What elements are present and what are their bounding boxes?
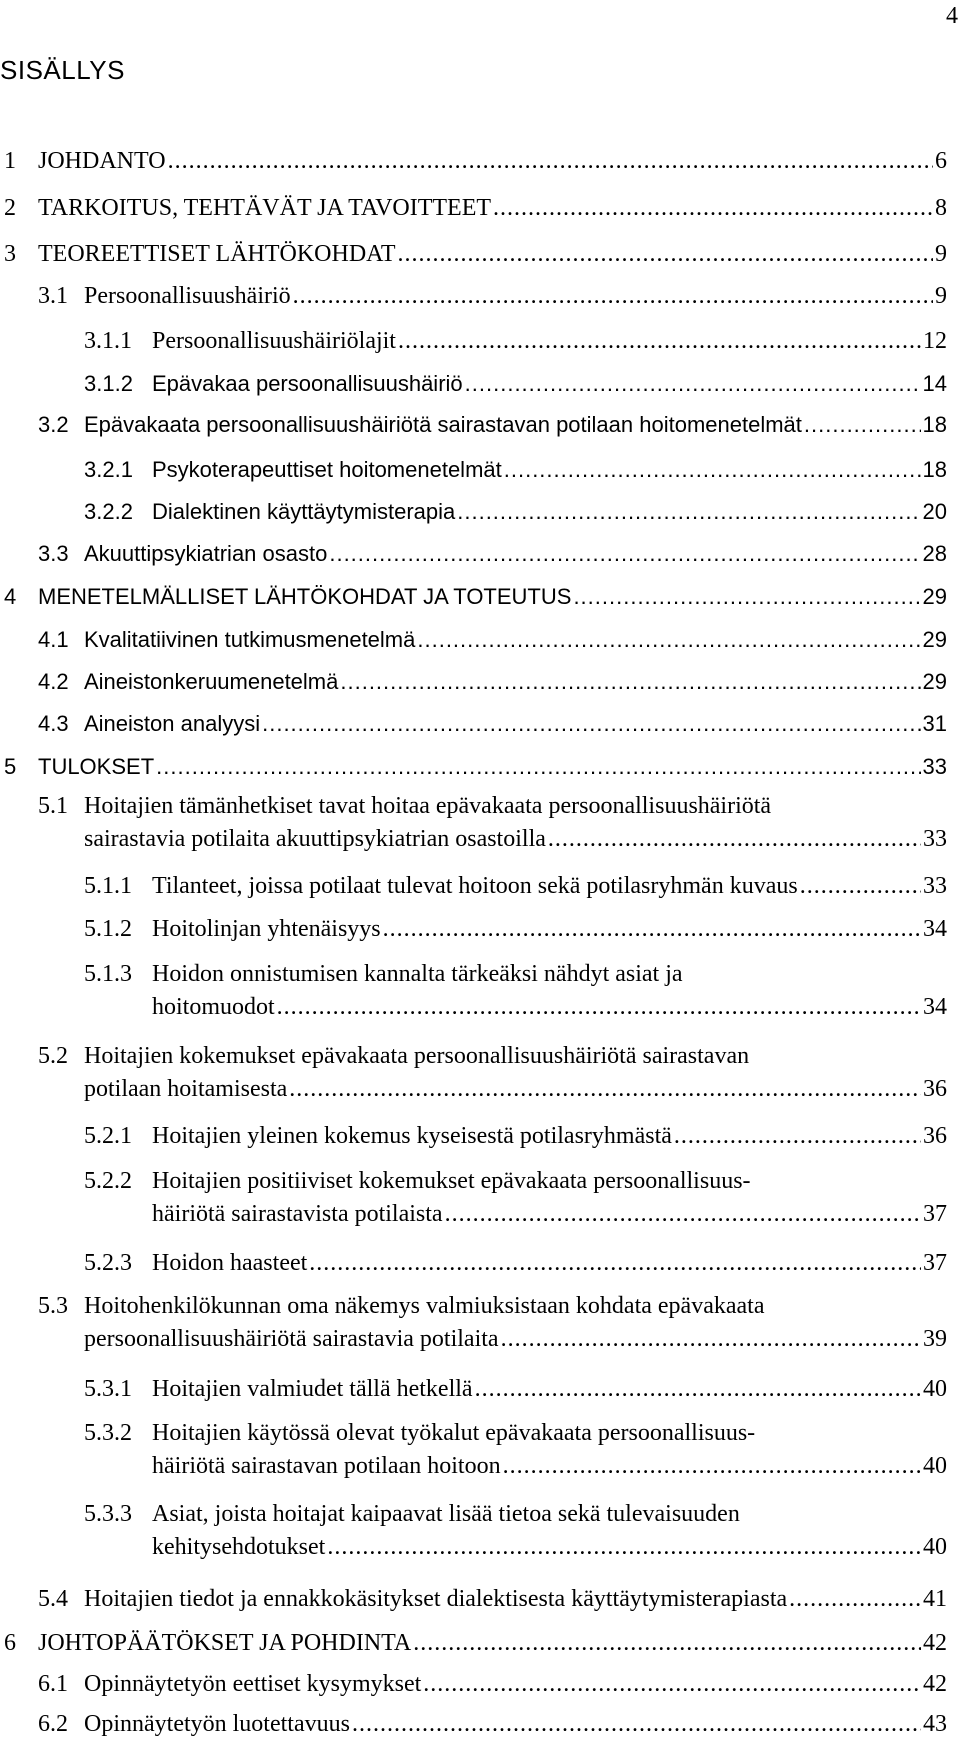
toc-entry-number: 5.2 bbox=[38, 1043, 68, 1069]
toc-entry-page: 36 bbox=[923, 1123, 947, 1149]
dot-leader bbox=[674, 1120, 921, 1153]
toc-entry-page: 9 bbox=[935, 283, 947, 309]
toc-entry-title-line: Hoitohenkilökunnan oma näkemys valmiuksistaan kohdata epävakaata bbox=[84, 1293, 765, 1319]
toc-entry-body bbox=[152, 1417, 947, 1483]
toc-entry-page: 41 bbox=[923, 1586, 947, 1612]
dot-leader bbox=[804, 408, 921, 441]
toc-entry-body bbox=[152, 1373, 947, 1406]
dot-leader bbox=[277, 991, 921, 1024]
toc-entry-number: 5.1.1 bbox=[84, 873, 132, 899]
toc-entry-page: 34 bbox=[923, 994, 947, 1020]
toc-entry-body bbox=[84, 1290, 947, 1356]
toc-entry-title: Hoitajien yleinen kokemus kyseisestä potilasryhmästä bbox=[152, 1123, 672, 1149]
toc-entry-body bbox=[152, 1165, 947, 1231]
toc-entry-title: TEOREETTISET LÄHTÖKOHDAT bbox=[38, 241, 396, 267]
toc-entry-page: 28 bbox=[922, 541, 947, 566]
toc-entry-page: 31 bbox=[922, 711, 947, 736]
toc-entry-page: 9 bbox=[935, 241, 947, 267]
toc-entry-body bbox=[84, 1708, 947, 1741]
toc-entry-title: sairastavia potilaita akuuttipsykiatrian osastoilla bbox=[84, 826, 546, 852]
dot-leader bbox=[475, 1373, 921, 1406]
toc-entry-title-line: Asiat, joista hoitajat kaipaavat lisää tietoa sekä tulevaisuuden bbox=[152, 1501, 740, 1527]
toc-entry-page: 42 bbox=[923, 1671, 947, 1697]
toc-entry-page: 18 bbox=[922, 412, 947, 437]
dot-leader bbox=[504, 453, 921, 486]
toc-entry-number: 3.1.2 bbox=[84, 371, 133, 396]
toc-entry-title: hoitomuodot bbox=[152, 994, 275, 1020]
toc-entry-number: 5.3 bbox=[38, 1293, 68, 1319]
toc-entry-body bbox=[38, 580, 947, 613]
toc-entry-body bbox=[84, 1668, 947, 1701]
toc-entry-page: 40 bbox=[923, 1534, 947, 1560]
dot-leader bbox=[413, 1627, 921, 1660]
toc-entry-number: 6 bbox=[4, 1630, 16, 1656]
dot-leader bbox=[340, 665, 920, 698]
toc-entry-body bbox=[38, 238, 947, 271]
toc-entry-page: 40 bbox=[923, 1376, 947, 1402]
toc-entry-body bbox=[84, 707, 947, 740]
toc-entry-page: 42 bbox=[923, 1630, 947, 1656]
toc-entry-body bbox=[84, 1040, 947, 1106]
toc-entry-title: Psykoterapeuttiset hoitomenetelmät bbox=[152, 457, 502, 482]
dot-leader bbox=[423, 1668, 921, 1701]
toc-entry-number: 5.1.3 bbox=[84, 961, 132, 987]
toc-entry-number: 5.2.3 bbox=[84, 1250, 132, 1276]
dot-leader bbox=[548, 823, 921, 856]
toc-entry-body bbox=[152, 367, 947, 400]
toc-entry-title: potilaan hoitamisesta bbox=[84, 1076, 288, 1102]
toc-entry-number: 4.2 bbox=[38, 669, 69, 694]
toc-entry-title: Persoonallisuushäiriölajit bbox=[152, 328, 396, 354]
toc-entry-body bbox=[152, 325, 947, 358]
toc-entry-page: 8 bbox=[935, 195, 947, 221]
toc-entry-page: 33 bbox=[923, 873, 947, 899]
toc-entry-title: häiriötä sairastavista potilaista bbox=[152, 1201, 443, 1227]
dot-leader bbox=[383, 913, 921, 946]
dot-leader bbox=[503, 1450, 921, 1483]
toc-entry-body bbox=[38, 192, 947, 225]
toc-entry-page: 18 bbox=[922, 457, 947, 482]
toc-entry-page: 29 bbox=[922, 627, 947, 652]
toc-entry-title: JOHDANTO bbox=[38, 148, 166, 174]
toc-entry-number: 5 bbox=[4, 754, 17, 779]
dot-leader bbox=[573, 580, 920, 613]
toc-entry-number: 5.2.1 bbox=[84, 1123, 132, 1149]
dot-leader bbox=[789, 1583, 921, 1616]
toc-entry-title: häiriötä sairastavan potilaan hoitoon bbox=[152, 1453, 501, 1479]
toc-entry-page: 33 bbox=[923, 826, 947, 852]
dot-leader bbox=[465, 367, 921, 400]
toc-entry-number: 6.2 bbox=[38, 1711, 68, 1737]
toc-entry-body bbox=[84, 665, 947, 698]
toc-entry-title: JOHTOPÄÄTÖKSET JA POHDINTA bbox=[38, 1630, 412, 1656]
toc-entry-title: Epävakaata persoonallisuushäiriötä sairastavan potilaan hoitomenetelmät bbox=[84, 412, 802, 437]
toc-entry-page: 33 bbox=[922, 754, 947, 779]
toc-entry-page: 20 bbox=[922, 499, 947, 524]
toc-entry-number: 3.3 bbox=[38, 541, 69, 566]
toc-entry-body bbox=[152, 958, 947, 1024]
dot-leader bbox=[168, 145, 933, 178]
dot-leader bbox=[309, 1247, 921, 1280]
toc-entry-body bbox=[152, 1247, 947, 1280]
toc-entry-page: 6 bbox=[935, 148, 947, 174]
toc-entry-number: 5.3.1 bbox=[84, 1376, 132, 1402]
dot-leader bbox=[262, 707, 920, 740]
toc-entry-number: 3 bbox=[4, 241, 16, 267]
toc-entry-body bbox=[152, 870, 947, 903]
toc-entry-page: 12 bbox=[923, 328, 947, 354]
toc-entry-number: 5.3.3 bbox=[84, 1501, 132, 1527]
toc-entry-body bbox=[152, 453, 947, 486]
toc-entry-body bbox=[84, 790, 947, 856]
toc-entry-title: Tilanteet, joissa potilaat tulevat hoitoon sekä potilasryhmän kuvaus bbox=[152, 873, 798, 899]
toc-entry-page: 37 bbox=[923, 1250, 947, 1276]
dot-leader bbox=[289, 1073, 921, 1106]
toc-entry-title: Persoonallisuushäiriö bbox=[84, 283, 291, 309]
toc-entry-body bbox=[38, 750, 947, 783]
toc-entry-page: 14 bbox=[922, 371, 947, 396]
toc-entry-body bbox=[84, 623, 947, 656]
toc-entry-title: Hoitajien valmiudet tällä hetkellä bbox=[152, 1376, 473, 1402]
toc-entry-title: Dialektinen käyttäytymisterapia bbox=[152, 499, 456, 524]
toc-entry-title: Hoitolinjan yhtenäisyys bbox=[152, 916, 381, 942]
dot-leader bbox=[398, 325, 921, 358]
toc-entry-title-line: Hoidon onnistumisen kannalta tärkeäksi nähdyt asiat ja bbox=[152, 961, 683, 987]
toc-entry-number: 4 bbox=[4, 584, 17, 609]
toc-heading: SISÄLLYS bbox=[0, 55, 125, 85]
toc-entry-number: 5.2.2 bbox=[84, 1168, 132, 1194]
toc-entry-number: 5.3.2 bbox=[84, 1420, 132, 1446]
toc-entry-body bbox=[84, 280, 947, 313]
toc-entry-title: Aineiston analyysi bbox=[84, 711, 261, 736]
dot-leader bbox=[457, 495, 920, 528]
dot-leader bbox=[417, 623, 920, 656]
toc-entry-page: 37 bbox=[923, 1201, 947, 1227]
toc-entry-title: Aineistonkeruumenetelmä bbox=[84, 669, 339, 694]
toc-entry-title: Opinnäytetyön eettiset kysymykset bbox=[84, 1671, 422, 1697]
toc-entry-body bbox=[152, 913, 947, 946]
toc-entry-number: 3.1.1 bbox=[84, 328, 132, 354]
toc-entry-body bbox=[84, 408, 947, 441]
toc-entry-number: 3.1 bbox=[38, 283, 68, 309]
dot-leader bbox=[800, 870, 921, 903]
dot-leader bbox=[352, 1708, 921, 1741]
toc-entry-number: 5.1.2 bbox=[84, 916, 132, 942]
toc-entry-number: 2 bbox=[4, 195, 16, 221]
dot-leader bbox=[329, 537, 920, 570]
toc-entry-page: 43 bbox=[923, 1711, 947, 1737]
toc-entry-number: 6.1 bbox=[38, 1671, 68, 1697]
toc-entry-number: 5.4 bbox=[38, 1586, 68, 1612]
toc-entry-title-line: Hoitajien tämänhetkiset tavat hoitaa epävakaata persoonallisuushäiriötä bbox=[84, 793, 772, 819]
toc-entry-title: Hoidon haasteet bbox=[152, 1250, 308, 1276]
toc-entry-title: MENETELMÄLLISET LÄHTÖKOHDAT JA TOTEUTUS bbox=[38, 584, 572, 609]
toc-entry-title-line: Hoitajien kokemukset epävakaata persoonallisuushäiriötä sairastavan bbox=[84, 1043, 750, 1069]
toc-entry-number: 3.2.1 bbox=[84, 457, 133, 482]
dot-leader bbox=[445, 1198, 921, 1231]
page-number: 4 bbox=[946, 3, 958, 29]
toc-entry-number: 5.1 bbox=[38, 793, 68, 819]
toc-entry-page: 29 bbox=[922, 584, 947, 609]
dot-leader bbox=[156, 750, 920, 783]
toc-entry-number: 3.2 bbox=[38, 412, 69, 437]
toc-entry-body bbox=[38, 145, 947, 178]
toc-entry-body bbox=[152, 1498, 947, 1564]
dot-leader bbox=[293, 280, 933, 313]
toc-entry-title: Kvalitatiivinen tutkimusmenetelmä bbox=[84, 627, 416, 652]
toc-entry-title-line: Hoitajien positiiviset kokemukset epävakaata persoonallisuus- bbox=[152, 1168, 751, 1194]
toc-entry-body bbox=[84, 1583, 947, 1616]
toc-entry-title: Epävakaa persoonallisuushäiriö bbox=[152, 371, 463, 396]
toc-entry-page: 39 bbox=[923, 1326, 947, 1352]
toc-entry-number: 3.2.2 bbox=[84, 499, 133, 524]
toc-entry-title: kehitysehdotukset bbox=[152, 1534, 326, 1560]
toc-entry-title: Hoitajien tiedot ja ennakkokäsitykset dialektisesta käyttäytymisterapiasta bbox=[84, 1586, 788, 1612]
toc-entry-number: 4.3 bbox=[38, 711, 69, 736]
dot-leader bbox=[493, 192, 933, 225]
toc-entry-page: 36 bbox=[923, 1076, 947, 1102]
toc-entry-body bbox=[152, 495, 947, 528]
toc-entry-title: TULOKSET bbox=[38, 754, 155, 779]
dot-leader bbox=[398, 238, 933, 271]
toc-entry-body bbox=[38, 1627, 947, 1660]
toc-entry-page: 34 bbox=[923, 916, 947, 942]
toc-entry-title: Opinnäytetyön luotettavuus bbox=[84, 1711, 350, 1737]
toc-entry-body bbox=[84, 537, 947, 570]
toc-entry-number: 1 bbox=[4, 148, 16, 174]
toc-entry-number: 4.1 bbox=[38, 627, 69, 652]
toc-entry-body bbox=[152, 1120, 947, 1153]
toc-entry-page: 40 bbox=[923, 1453, 947, 1479]
dot-leader bbox=[327, 1531, 921, 1564]
toc-entry-title-line: Hoitajien käytössä olevat työkalut epävakaata persoonallisuus- bbox=[152, 1420, 756, 1446]
toc-entry-title: persoonallisuushäiriötä sairastavia potilaita bbox=[84, 1326, 499, 1352]
toc-entry-title: Akuuttipsykiatrian osasto bbox=[84, 541, 328, 566]
dot-leader bbox=[501, 1323, 921, 1356]
toc-entry-page: 29 bbox=[922, 669, 947, 694]
toc-entry-title: TARKOITUS, TEHTÄVÄT JA TAVOITTEET bbox=[38, 195, 492, 221]
